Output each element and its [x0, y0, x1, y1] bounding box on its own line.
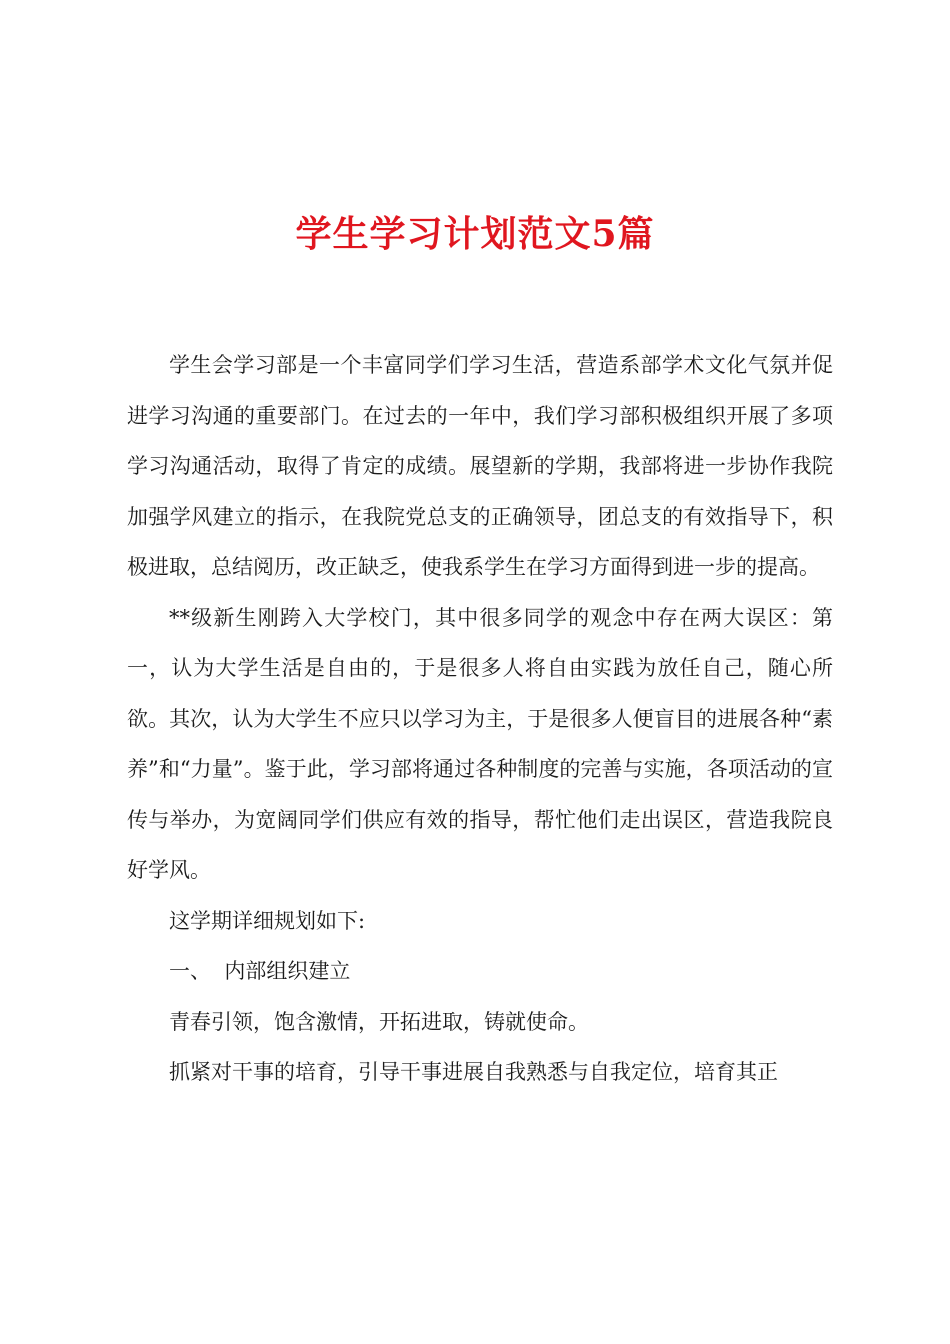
- paragraph-freshmen: **级新生刚跨入大学校门，其中很多同学的观念中存在两大误区：第一，认为大学生活是自由的，于是很多人将自由实践为放任自己，随心所欲。其次，认为大学生不应只以学习为主，于是很多人便盲目的进展各种“素养”和“力量”。鉴于此，学习部将通过各种制度的完善与实施，各项活动的宣传与举办，为宽阔同学们供应有效的指导，帮忙他们走出误区，营造我院良好学风。: [127, 605, 833, 882]
- paragraph-intro: 学生会学习部是一个丰富同学们学习生活，营造系部学术文化气氛并促进学习沟通的重要部门。在过去的一年中，我们学习部积极组织开展了多项学习沟通活动，取得了肯定的成绩。展望新的学期，我部将进一步协作我院加强学风建立的指示，在我院党总支的正确领导，团总支的有效指导下，积极进取，总结阅历，改正缺乏，使我系学生在学习方面得到进一步的提高。: [127, 353, 833, 579]
- document-title: 学生学习计划范文5篇: [295, 213, 655, 255]
- section-heading-internal-organization: 一、 内部组织建立: [169, 959, 351, 983]
- document-body: [127, 340, 833, 1098]
- paragraph-plan-heading: 这学期详细规划如下:: [169, 908, 366, 933]
- paragraph-slogan: 青春引领，饱含激情，开拓进取，铸就使命。: [169, 1009, 589, 1034]
- paragraph-training: 抓紧对干事的培育，引导干事进展自我熟悉与自我定位，培育其正: [169, 1060, 778, 1084]
